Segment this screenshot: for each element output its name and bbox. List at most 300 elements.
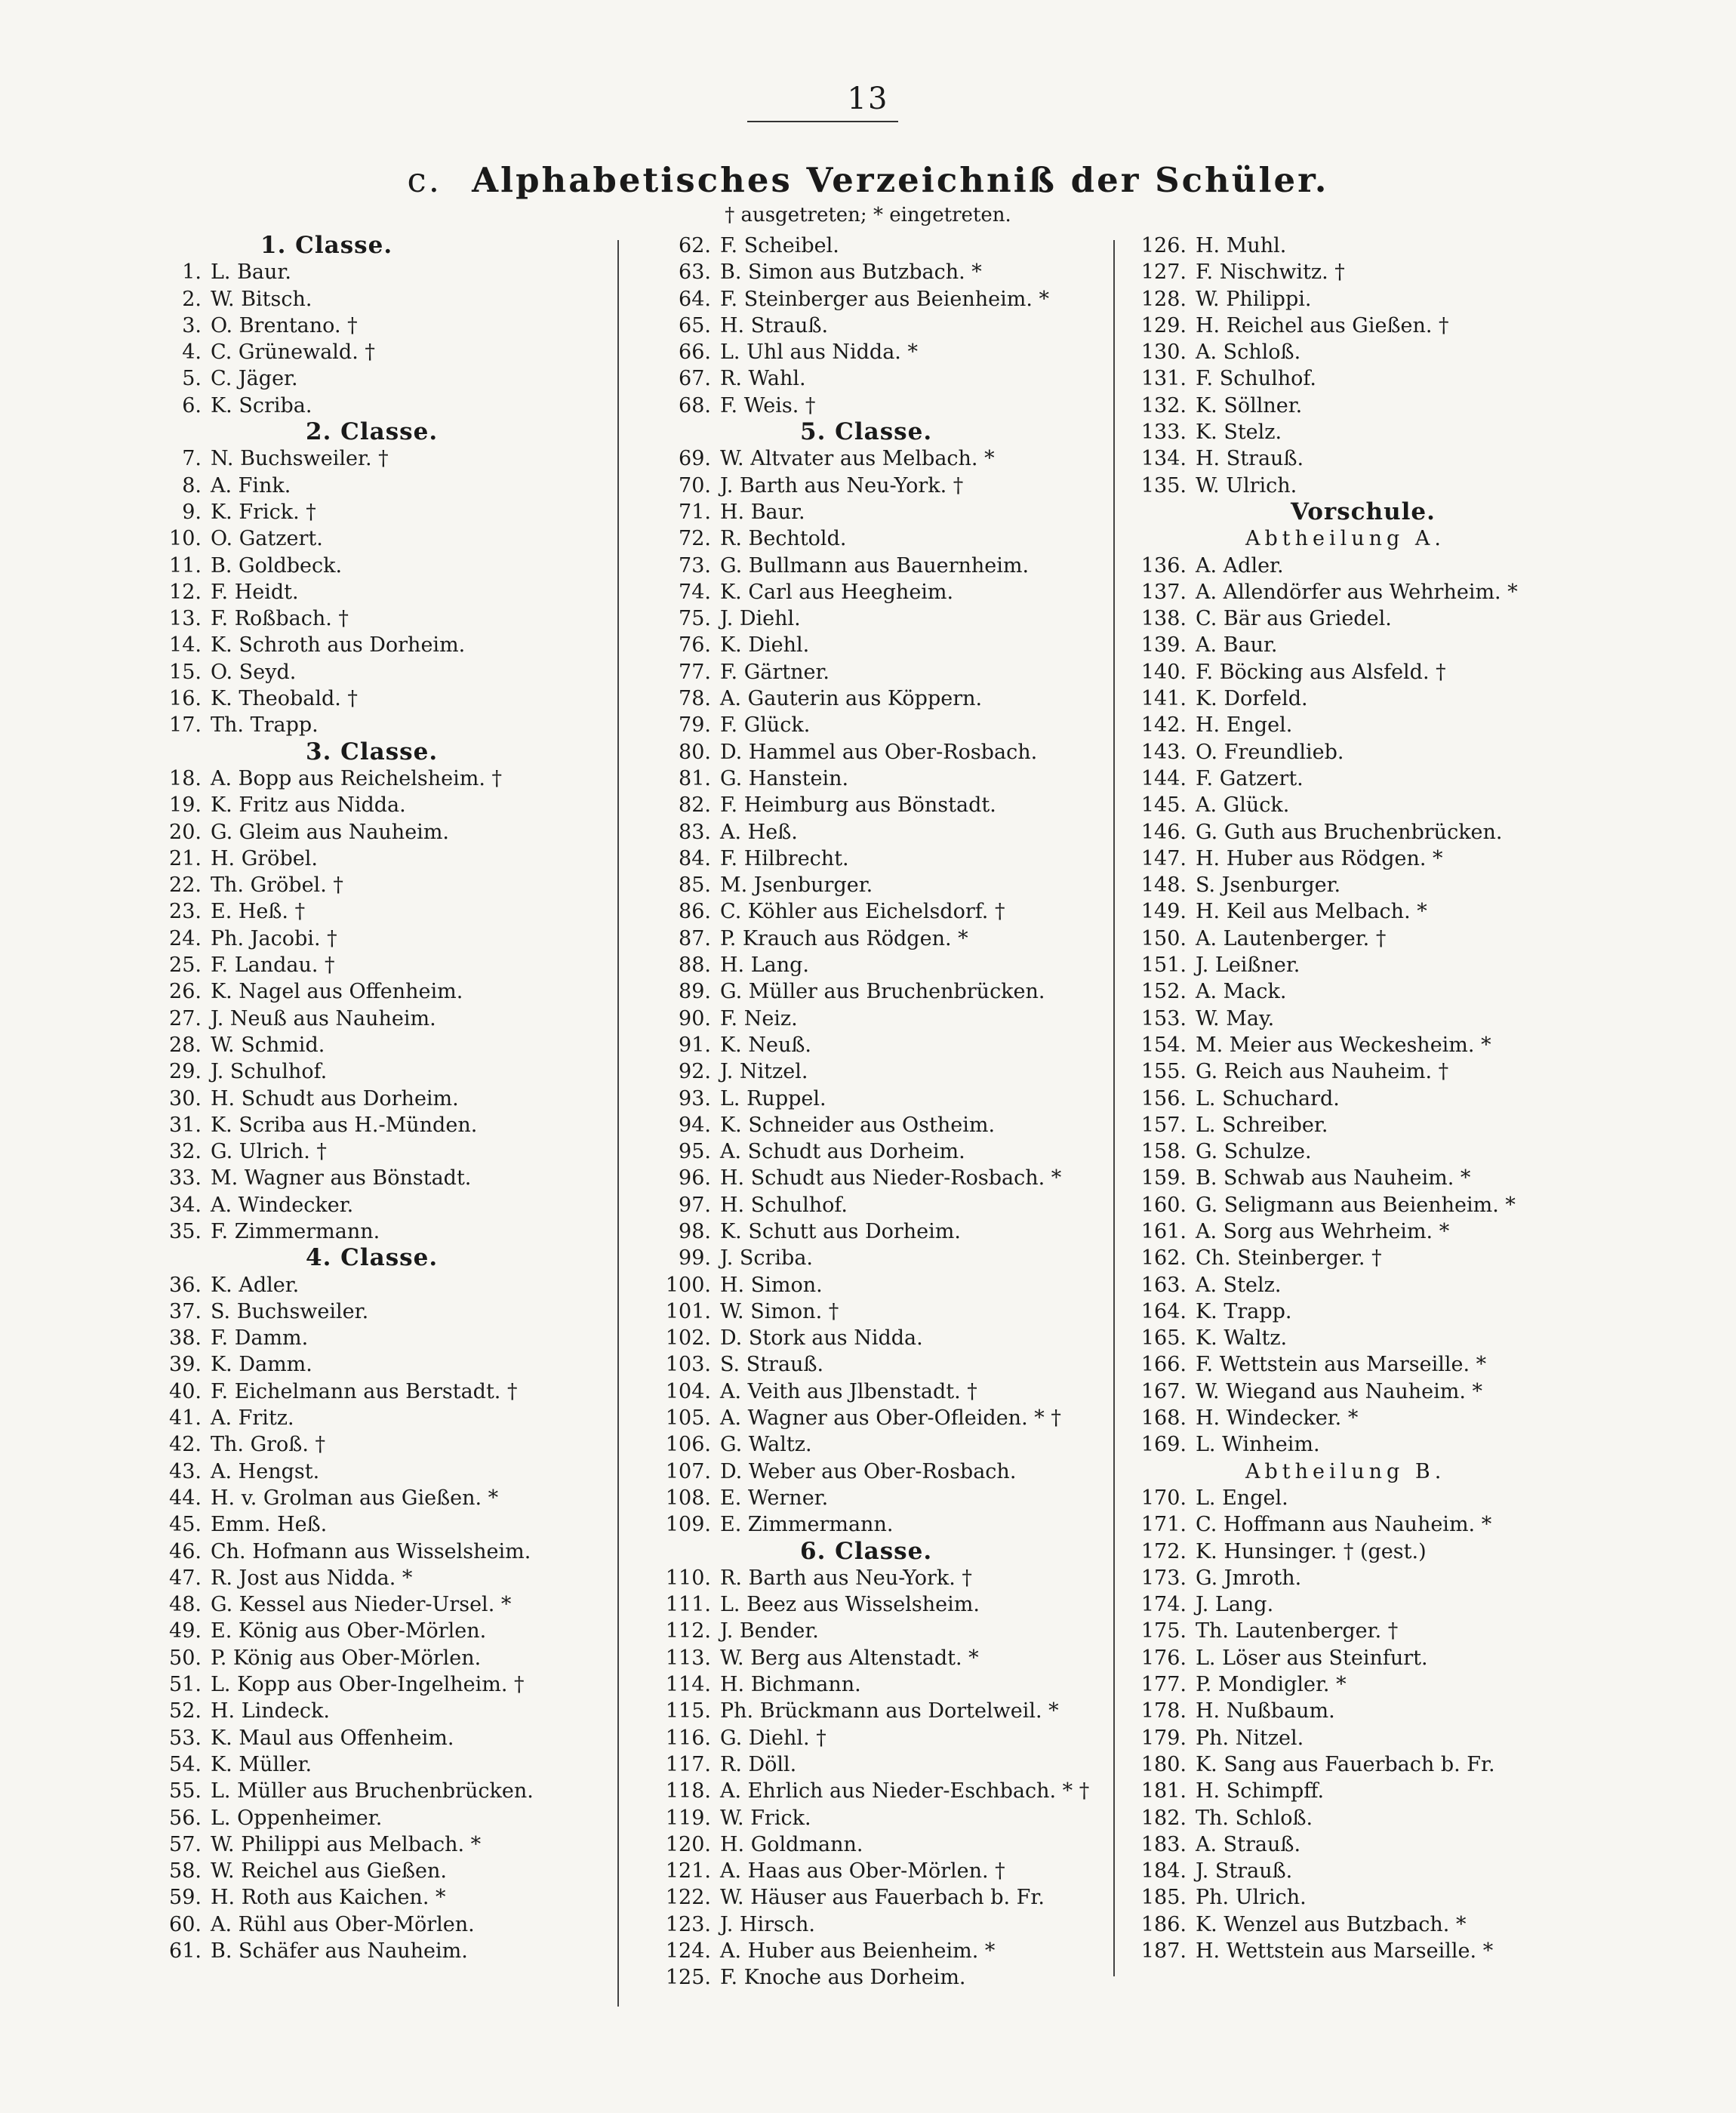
student-entry (1132, 1884, 1645, 1911)
student-entry (1132, 1378, 1645, 1405)
student-name: K. Schutt aus Dorheim. (720, 1219, 961, 1243)
student-name: K. Scriba. (211, 393, 312, 417)
student-entry (162, 525, 615, 552)
entry-number: 149. (1140, 900, 1187, 924)
entry-number: 147. (1140, 846, 1187, 870)
student-name: J. Schulhof. (211, 1060, 328, 1084)
student-name: F. Roßbach. † (211, 607, 349, 631)
student-name: G. Müller aus Bruchenbrücken. (720, 980, 1045, 1004)
student-entry (162, 1831, 615, 1858)
student-entry (162, 393, 615, 419)
student-name: K. Damm. (211, 1353, 312, 1377)
entry-number: 161. (1140, 1219, 1187, 1243)
entry-number: 12. (169, 580, 202, 604)
student-entry (657, 1298, 1110, 1325)
student-name: A. Glück. (1196, 793, 1290, 818)
student-entry (657, 1591, 1110, 1618)
student-name: Th. Groß. † (211, 1433, 325, 1457)
student-entry (657, 1138, 1110, 1165)
entry-number: 32. (169, 1140, 202, 1164)
student-entry (1132, 1671, 1645, 1698)
student-entry (657, 1192, 1110, 1218)
student-entry (162, 313, 615, 339)
entry-number: 105. (665, 1406, 711, 1431)
student-entry (1132, 952, 1645, 978)
entry-number: 25. (169, 953, 202, 978)
class-heading-text: 5. Classe. (800, 418, 933, 446)
student-name: D. Stork aus Nidda. (720, 1326, 923, 1351)
entry-number: 88. (679, 953, 711, 978)
entry-number: 87. (679, 926, 711, 950)
entry-number: 23. (169, 900, 202, 924)
entry-number: 71. (679, 500, 711, 524)
student-entry (657, 499, 1110, 525)
entry-number: 52. (169, 1699, 202, 1723)
student-name: O. Seyd. (211, 660, 297, 684)
student-entry (1132, 1325, 1645, 1351)
entry-number: 183. (1140, 1832, 1187, 1856)
entry-number: 125. (665, 1966, 711, 1990)
student-name: F. Böcking aus Alsfeld. † (1196, 660, 1446, 684)
student-entry (657, 1006, 1110, 1032)
student-name: F. Heimburg aus Bönstadt. (720, 793, 996, 818)
student-entry (1132, 1565, 1645, 1591)
student-entry (657, 1964, 1110, 1991)
student-name: W. Schmid. (211, 1033, 325, 1057)
student-entry (162, 1485, 615, 1511)
student-name: K. Stelz. (1196, 420, 1282, 445)
student-entry (1132, 765, 1645, 792)
student-name: W. Reichel aus Gießen. (211, 1859, 447, 1884)
student-name: J. Strauß. (1196, 1859, 1293, 1884)
student-name: F. Schulhof. (1196, 367, 1316, 391)
entry-number: 121. (665, 1859, 711, 1884)
entry-number: 39. (169, 1353, 202, 1377)
student-name: L. Müller aus Bruchenbrücken. (211, 1779, 534, 1803)
student-entry (162, 1006, 615, 1032)
student-entry (657, 952, 1110, 978)
student-name: W. Philippi. (1196, 287, 1312, 311)
entry-number: 96. (679, 1166, 711, 1190)
entry-number: 103. (665, 1353, 711, 1377)
entry-number: 124. (665, 1939, 711, 1963)
student-name: L. Kopp aus Ober-Ingelheim. † (211, 1673, 525, 1697)
entry-number: 35. (169, 1219, 202, 1243)
student-name: G. Seligmann aus Beienheim. * (1196, 1193, 1516, 1217)
student-entry (162, 1539, 615, 1565)
student-name: G. Diehl. † (720, 1726, 826, 1750)
student-entry (657, 739, 1110, 765)
student-name: J. Neuß aus Nauheim. (211, 1006, 436, 1030)
student-name: G. Schulze. (1196, 1140, 1312, 1164)
entry-number: 174. (1140, 1593, 1187, 1617)
student-name: Emm. Heß. (211, 1513, 328, 1537)
student-name: A. Adler. (1196, 553, 1284, 578)
student-name: O. Freundlieb. (1196, 740, 1344, 764)
student-name: J. Diehl. (720, 607, 801, 631)
student-entry (162, 1805, 615, 1831)
entry-number: 64. (679, 287, 711, 311)
entry-number: 70. (679, 473, 711, 497)
student-entry (1132, 1539, 1645, 1565)
entry-number: 3. (182, 313, 202, 337)
student-name: W. May. (1196, 1006, 1275, 1030)
student-name: F. Weis. † (720, 393, 816, 417)
entry-number: 143. (1140, 740, 1187, 764)
student-name: H. Strauß. (720, 313, 829, 337)
entry-number: 51. (169, 1673, 202, 1697)
student-entry (657, 659, 1110, 685)
entry-number: 33. (169, 1166, 202, 1190)
student-name: Ch. Steinberger. † (1196, 1246, 1382, 1271)
entry-number: 17. (169, 713, 202, 738)
student-entry (1132, 313, 1645, 339)
student-entry (162, 445, 615, 472)
class-heading (162, 739, 615, 765)
entry-number: 160. (1140, 1193, 1187, 1217)
student-entry (1132, 1805, 1645, 1831)
student-name: P. Krauch aus Rödgen. * (720, 926, 968, 950)
entry-number: 86. (679, 900, 711, 924)
student-entry (1132, 365, 1645, 392)
student-name: Ph. Ulrich. (1196, 1886, 1307, 1910)
entry-number: 182. (1140, 1806, 1187, 1830)
student-name: H. Bichmann. (720, 1673, 861, 1697)
class-heading-text: 1. Classe. (260, 232, 393, 259)
entry-number: 101. (665, 1299, 711, 1323)
student-name: K. Adler. (211, 1273, 300, 1297)
student-entry (657, 1805, 1110, 1831)
entry-number: 29. (169, 1060, 202, 1084)
student-name: G. Guth aus Bruchenbrücken. (1196, 820, 1503, 844)
student-name: H. Gröbel. (211, 846, 318, 870)
student-name: K. Schroth aus Dorheim. (211, 633, 466, 658)
entry-number: 79. (679, 713, 711, 738)
entry-number: 137. (1140, 580, 1187, 604)
section-subheading (1132, 1458, 1645, 1485)
student-entry (162, 1298, 615, 1325)
student-name: H. Lindeck. (211, 1699, 330, 1723)
entry-number: 41. (169, 1406, 202, 1431)
class-heading-text: 2. Classe. (306, 418, 439, 446)
student-entry (1132, 1058, 1645, 1085)
student-name: F. Neiz. (720, 1006, 798, 1030)
title-prefix: c. (407, 160, 442, 200)
section-subheading (1132, 525, 1645, 552)
student-entry (1132, 1511, 1645, 1538)
student-name: A. Mack. (1196, 980, 1287, 1004)
student-entry (162, 1405, 615, 1431)
entry-number: 170. (1140, 1486, 1187, 1510)
student-entry (162, 846, 615, 872)
student-entry (1132, 1405, 1645, 1431)
student-entry (657, 1485, 1110, 1511)
student-name: H. Lang. (720, 953, 809, 978)
student-name: W. Altvater aus Melbach. * (720, 447, 995, 471)
student-entry (162, 1565, 615, 1591)
entry-number: 16. (169, 687, 202, 711)
student-entry (1132, 1138, 1645, 1165)
student-name: K. Frick. † (211, 500, 316, 524)
entry-number: 107. (665, 1459, 711, 1483)
entry-number: 108. (665, 1486, 711, 1510)
student-entry (162, 1431, 615, 1458)
student-name: A. Fritz. (211, 1406, 294, 1431)
student-name: A. Haas aus Ober-Mörlen. † (720, 1859, 1005, 1884)
entry-number: 150. (1140, 926, 1187, 950)
student-entry (1132, 632, 1645, 658)
entry-number: 113. (665, 1646, 711, 1670)
student-name: Th. Lautenberger. † (1196, 1619, 1399, 1643)
student-entry (162, 286, 615, 313)
student-name: Ph. Brückmann aus Dortelweil. * (720, 1699, 1059, 1723)
section-subheading-text: Abtheilung A. (1245, 527, 1445, 551)
student-name: K. Trapp. (1196, 1299, 1292, 1323)
entry-number: 34. (169, 1193, 202, 1217)
student-entry (162, 1858, 615, 1884)
student-entry (162, 1591, 615, 1618)
entry-number: 185. (1140, 1886, 1187, 1910)
student-name: F. Glück. (720, 713, 811, 738)
entry-number: 151. (1140, 953, 1187, 978)
student-name: F. Landau. † (211, 953, 335, 978)
student-name: A. Windecker. (211, 1193, 354, 1217)
student-entry (657, 898, 1110, 925)
student-entry (657, 765, 1110, 792)
student-entry (1132, 1618, 1645, 1644)
student-entry (657, 1831, 1110, 1858)
student-entry (657, 1245, 1110, 1271)
student-entry (162, 1378, 615, 1405)
student-name: B. Simon aus Butzbach. * (720, 260, 982, 285)
student-name: J. Nitzel. (720, 1060, 808, 1084)
student-name: A. Strauß. (1196, 1832, 1301, 1856)
column-1 (162, 233, 615, 1964)
student-entry (162, 1671, 615, 1698)
student-name: G. Gleim aus Nauheim. (211, 820, 449, 844)
entry-number: 145. (1140, 793, 1187, 818)
student-entry (1132, 1831, 1645, 1858)
student-entry (1132, 286, 1645, 313)
student-name: K. Scriba aus H.-Münden. (211, 1113, 478, 1137)
entry-number: 27. (169, 1006, 202, 1030)
entry-number: 106. (665, 1433, 711, 1457)
entry-number: 20. (169, 820, 202, 844)
entry-number: 111. (665, 1593, 711, 1617)
entry-number: 31. (169, 1113, 202, 1137)
entry-number: 24. (169, 926, 202, 950)
student-name: H. Windecker. * (1196, 1406, 1359, 1431)
entry-number: 179. (1140, 1726, 1187, 1750)
student-entry (1132, 792, 1645, 818)
page-number-rule (747, 121, 898, 122)
entry-number: 45. (169, 1513, 202, 1537)
entry-number: 73. (679, 553, 711, 578)
entry-number: 187. (1140, 1939, 1187, 1963)
entry-number: 95. (679, 1140, 711, 1164)
class-heading (657, 1539, 1110, 1565)
entry-number: 46. (169, 1539, 202, 1563)
student-entry (1132, 445, 1645, 472)
entry-number: 19. (169, 793, 202, 818)
entry-number: 68. (679, 393, 711, 417)
entry-number: 49. (169, 1619, 202, 1643)
student-entry (1132, 579, 1645, 605)
student-entry (657, 605, 1110, 632)
entry-number: 14. (169, 633, 202, 658)
student-entry (162, 819, 615, 846)
entry-number: 36. (169, 1273, 202, 1297)
entry-number: 18. (169, 766, 202, 790)
entry-number: 50. (169, 1646, 202, 1670)
entry-number: 9. (182, 500, 202, 524)
entry-number: 81. (679, 766, 711, 790)
entry-number: 129. (1140, 313, 1187, 337)
student-name: L. Oppenheimer. (211, 1806, 383, 1830)
student-name: H. Schulhof. (720, 1193, 848, 1217)
entry-number: 4. (182, 340, 202, 365)
entry-number: 75. (679, 607, 711, 631)
student-entry (1132, 339, 1645, 365)
entry-number: 10. (169, 527, 202, 551)
student-name: P. König aus Ober-Mörlen. (211, 1646, 482, 1670)
student-name: F. Damm. (211, 1326, 309, 1351)
student-entry (162, 1058, 615, 1085)
student-name: D. Hammel aus Ober-Rosbach. (720, 740, 1038, 764)
student-name: A. Schloß. (1196, 340, 1301, 365)
student-entry (1132, 1298, 1645, 1325)
entry-number: 5. (182, 367, 202, 391)
student-name: W. Simon. † (720, 1299, 839, 1323)
student-entry (657, 1112, 1110, 1138)
student-entry (162, 1112, 615, 1138)
student-name: Ph. Nitzel. (1196, 1726, 1304, 1750)
student-name: A. Hengst. (211, 1459, 320, 1483)
student-name: G. Jmroth. (1196, 1566, 1302, 1590)
student-name: J. Lang. (1196, 1593, 1274, 1617)
student-entry (1132, 1086, 1645, 1112)
student-name: C. Köhler aus Eichelsdorf. † (720, 900, 1005, 924)
student-name: A. Ehrlich aus Nieder-Eschbach. * † (720, 1779, 1090, 1803)
student-entry (657, 1511, 1110, 1538)
student-name: W. Berg aus Altenstadt. * (720, 1646, 979, 1670)
entry-number: 69. (679, 447, 711, 471)
column-divider (1113, 240, 1115, 1976)
entry-number: 115. (665, 1699, 711, 1723)
student-entry (162, 473, 615, 499)
column-divider (617, 240, 619, 2007)
entry-number: 77. (679, 660, 711, 684)
entry-number: 56. (169, 1806, 202, 1830)
entry-number: 93. (679, 1086, 711, 1110)
student-entry (162, 1618, 615, 1644)
entry-number: 21. (169, 846, 202, 870)
student-name: K. Fritz aus Nidda. (211, 793, 406, 818)
entry-number: 146. (1140, 820, 1187, 844)
entry-number: 130. (1140, 340, 1187, 365)
entry-number: 127. (1140, 260, 1187, 285)
student-entry (657, 978, 1110, 1005)
student-name: R. Döll. (720, 1752, 797, 1776)
entry-number: 92. (679, 1060, 711, 1084)
entry-number: 186. (1140, 1912, 1187, 1936)
student-entry (657, 1032, 1110, 1058)
entry-number: 178. (1140, 1699, 1187, 1723)
student-entry (657, 872, 1110, 898)
title-text: Alphabetisches Verzeichniß der Schüler. (472, 160, 1329, 200)
entry-number: 62. (679, 234, 711, 257)
student-name: K. Dorfeld. (1196, 687, 1308, 711)
entry-number: 168. (1140, 1406, 1187, 1431)
student-name: A. Sorg aus Wehrheim. * (1196, 1219, 1450, 1243)
entry-number: 97. (679, 1193, 711, 1217)
student-entry (162, 952, 615, 978)
student-name: F. Gatzert. (1196, 766, 1304, 790)
entry-number: 72. (679, 527, 711, 551)
student-entry (657, 1911, 1110, 1938)
student-name: A. Stelz. (1196, 1273, 1282, 1297)
student-entry (657, 1405, 1110, 1431)
entry-number: 90. (679, 1006, 711, 1030)
student-name: G. Reich aus Nauheim. † (1196, 1060, 1449, 1084)
entry-number: 13. (169, 607, 202, 631)
student-entry (657, 445, 1110, 472)
student-entry (1132, 1351, 1645, 1378)
student-entry (162, 1138, 615, 1165)
student-entry (1132, 419, 1645, 445)
student-entry (657, 525, 1110, 552)
entry-number: 1. (182, 260, 202, 285)
entry-number: 123. (665, 1912, 711, 1936)
student-entry (162, 685, 615, 712)
student-entry (657, 233, 1110, 259)
student-entry (657, 1618, 1110, 1644)
student-name: D. Weber aus Ober-Rosbach. (720, 1459, 1017, 1483)
student-entry (1132, 1858, 1645, 1884)
student-name: B. Schäfer aus Nauheim. (211, 1939, 468, 1963)
student-entry (162, 1218, 615, 1245)
student-entry (162, 765, 615, 792)
entry-number: 181. (1140, 1779, 1187, 1803)
student-entry (657, 473, 1110, 499)
entry-number: 138. (1140, 607, 1187, 631)
student-name: G. Hanstein. (720, 766, 849, 790)
entry-number: 94. (679, 1113, 711, 1137)
student-name: K. Sang aus Fauerbach b. Fr. (1196, 1752, 1495, 1776)
student-name: J. Leißner. (1196, 953, 1300, 978)
class-heading-text: 4. Classe. (306, 1244, 439, 1272)
entry-number: 76. (679, 633, 711, 658)
entry-number: 2. (182, 287, 202, 311)
student-entry (657, 553, 1110, 579)
student-entry (657, 579, 1110, 605)
class-heading (1132, 499, 1645, 525)
student-name: K. Neuß. (720, 1033, 811, 1057)
entry-number: 66. (679, 340, 711, 365)
student-name: L. Baur. (211, 260, 291, 285)
entry-number: 128. (1140, 287, 1187, 311)
student-entry (1132, 1192, 1645, 1218)
entry-number: 116. (665, 1726, 711, 1750)
student-entry (162, 365, 615, 392)
entry-number: 163. (1140, 1273, 1187, 1297)
student-name: E. König aus Ober-Mörlen. (211, 1619, 487, 1643)
entry-number: 156. (1140, 1086, 1187, 1110)
entry-number: 57. (169, 1832, 202, 1856)
page-title (0, 160, 1736, 200)
student-entry (162, 1032, 615, 1058)
entry-number: 153. (1140, 1006, 1187, 1030)
